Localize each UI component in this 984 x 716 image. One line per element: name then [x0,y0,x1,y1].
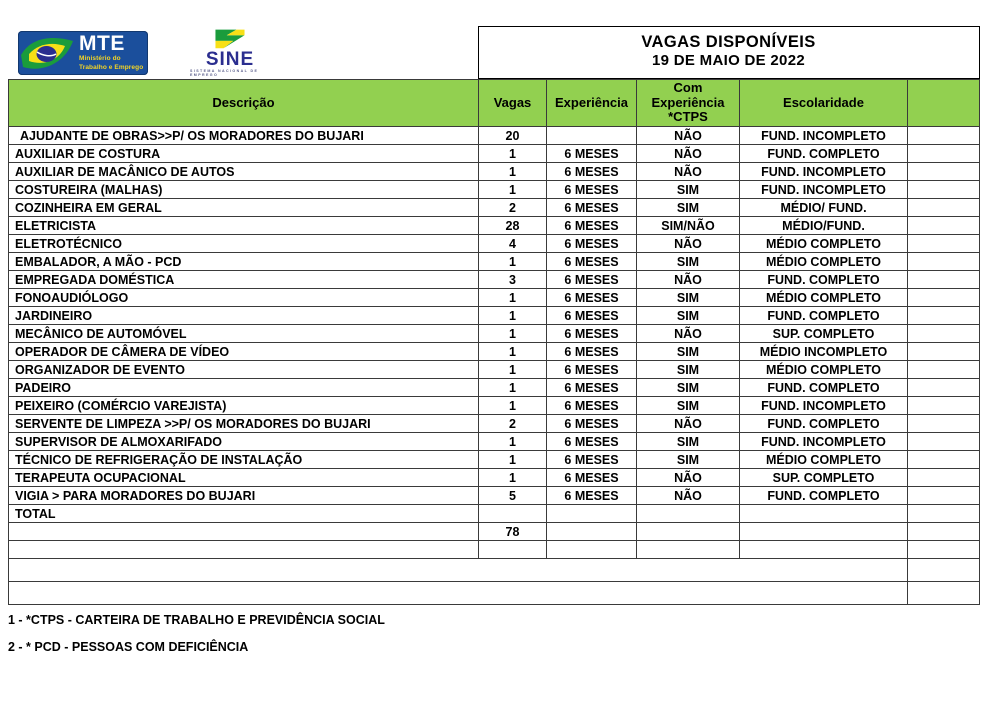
cell-descricao[interactable]: SUPERVISOR DE ALMOXARIFADO [9,433,479,451]
cell-escolaridade[interactable]: MÉDIO COMPLETO [740,451,908,469]
table-row [9,307,980,325]
table-row [9,523,980,541]
sine-tagline: SISTEMA NACIONAL DE EMPREGO [190,69,259,77]
cell-escolaridade[interactable]: MÉDIO COMPLETO [740,361,908,379]
cell-com-experiencia-ctps[interactable]: SIM [637,343,740,361]
cell-escolaridade[interactable]: MÉDIO COMPLETO [740,253,908,271]
cell-descricao[interactable]: EMBALADOR, A MÃO - PCD [9,253,479,271]
cell-escolaridade[interactable]: FUND. INCOMPLETO [740,127,908,145]
sine-wordmark: SINE [205,49,255,71]
cell-vagas[interactable]: 1 [479,379,547,397]
ctps-line-3: *CTPS [668,109,708,125]
cell-descricao[interactable]: PEIXEIRO (COMÉRCIO VAREJISTA) [9,397,479,415]
cell-experiencia[interactable] [547,523,637,541]
column-header-com-experiencia-ctps[interactable] [637,80,740,127]
cell-com-experiencia-ctps[interactable]: NÃO [637,487,740,505]
cell-extra[interactable] [908,343,980,361]
table-row [9,505,980,523]
ctps-line-2: Experiência [651,94,725,110]
page-title: VAGAS DISPONÍVEIS [641,32,816,51]
cell-extra[interactable] [908,397,980,415]
cell-experiencia[interactable]: 6 MESES [547,235,637,253]
cell-descricao-merged[interactable] [9,559,908,582]
cell-extra[interactable] [908,523,980,541]
cell-com-experiencia-ctps[interactable]: SIM/NÃO [637,217,740,235]
cell-vagas[interactable]: 1 [479,253,547,271]
cell-extra[interactable] [908,325,980,343]
cell-descricao[interactable]: ORGANIZADOR DE EVENTO [9,361,479,379]
cell-com-experiencia-ctps[interactable]: SIM [637,181,740,199]
cell-extra[interactable] [908,559,980,582]
cell-com-experiencia-ctps[interactable] [637,541,740,559]
cell-com-experiencia-ctps[interactable]: NÃO [637,145,740,163]
cell-extra[interactable] [908,235,980,253]
cell-experiencia[interactable]: 6 MESES [547,163,637,181]
cell-extra[interactable] [908,379,980,397]
cell-experiencia[interactable]: 6 MESES [547,433,637,451]
cell-escolaridade[interactable]: FUND. INCOMPLETO [740,433,908,451]
cell-vagas[interactable]: 28 [479,217,547,235]
cell-descricao[interactable]: AUXILIAR DE COSTURA [9,145,479,163]
cell-vagas[interactable]: 1 [479,163,547,181]
cell-vagas[interactable]: 1 [479,469,547,487]
cell-extra[interactable] [908,505,980,523]
table-row [9,379,980,397]
cell-com-experiencia-ctps[interactable] [637,505,740,523]
cell-extra[interactable] [908,487,980,505]
cell-descricao[interactable]: ELETRICISTA [9,217,479,235]
cell-escolaridade[interactable]: FUND. INCOMPLETO [740,397,908,415]
cell-extra[interactable] [908,253,980,271]
cell-com-experiencia-ctps[interactable]: SIM [637,199,740,217]
mte-line1: Ministério do [79,54,121,62]
table-row [9,451,980,469]
table-body [9,127,980,605]
cell-descricao[interactable]: TOTAL [9,505,479,523]
column-header-blank[interactable] [908,80,980,127]
table-row-tail [9,582,980,605]
cell-experiencia[interactable] [547,505,637,523]
cell-escolaridade[interactable]: FUND. COMPLETO [740,145,908,163]
cell-escolaridade[interactable]: FUND. INCOMPLETO [740,163,908,181]
cell-escolaridade[interactable]: MÉDIO COMPLETO [740,289,908,307]
cell-vagas[interactable]: 1 [479,307,547,325]
cell-descricao[interactable]: FONOAUDIÓLOGO [9,289,479,307]
cell-escolaridade[interactable]: MÉDIO/ FUND. [740,199,908,217]
cell-descricao[interactable]: JARDINEIRO [9,307,479,325]
cell-extra[interactable] [908,289,980,307]
cell-experiencia[interactable]: 6 MESES [547,289,637,307]
sine-mark-icon [208,28,252,50]
table-row [9,433,980,451]
cell-descricao[interactable]: EMPREGADA DOMÉSTICA [9,271,479,289]
cell-experiencia[interactable]: 6 MESES [547,361,637,379]
mte-line2: Trabalho e Emprego [79,64,144,71]
cell-vagas[interactable]: 1 [479,181,547,199]
cell-extra[interactable] [908,217,980,235]
cell-escolaridade[interactable]: MÉDIO COMPLETO [740,235,908,253]
cell-vagas[interactable]: 1 [479,325,547,343]
cell-com-experiencia-ctps[interactable] [637,523,740,541]
cell-vagas[interactable]: 20 [479,127,547,145]
table-header-row [9,80,980,127]
table-row [9,541,980,559]
table-row [9,487,980,505]
table-row [9,343,980,361]
cell-escolaridade[interactable]: FUND. INCOMPLETO [740,181,908,199]
cell-descricao[interactable]: TERAPEUTA OCUPACIONAL [9,469,479,487]
cell-descricao[interactable] [9,541,479,559]
cell-descricao[interactable]: COZINHEIRA EM GERAL [9,199,479,217]
table-row [9,361,980,379]
table-row [9,145,980,163]
cell-vagas[interactable]: 1 [479,433,547,451]
cell-experiencia[interactable] [547,127,637,145]
cell-experiencia[interactable]: 6 MESES [547,325,637,343]
cell-experiencia[interactable]: 6 MESES [547,379,637,397]
header-band [8,26,980,79]
logo-area [8,27,478,79]
cell-com-experiencia-ctps[interactable]: NÃO [637,235,740,253]
cell-experiencia[interactable]: 6 MESES [547,217,637,235]
mte-logo [18,31,148,75]
cell-experiencia[interactable]: 6 MESES [547,271,637,289]
cell-extra[interactable] [908,541,980,559]
cell-com-experiencia-ctps[interactable]: SIM [637,379,740,397]
cell-vagas[interactable]: 1 [479,451,547,469]
cell-vagas[interactable]: 1 [479,145,547,163]
cell-escolaridade[interactable]: FUND. COMPLETO [740,415,908,433]
cell-com-experiencia-ctps[interactable]: NÃO [637,469,740,487]
table-row [9,397,980,415]
cell-com-experiencia-ctps[interactable]: NÃO [637,127,740,145]
table-row [9,325,980,343]
cell-experiencia[interactable]: 6 MESES [547,307,637,325]
cell-vagas[interactable] [479,505,547,523]
cell-com-experiencia-ctps[interactable]: NÃO [637,163,740,181]
cell-vagas[interactable] [479,541,547,559]
cell-descricao[interactable]: TÉCNICO DE REFRIGERAÇÃO DE INSTALAÇÃO [9,451,479,469]
cell-com-experiencia-ctps[interactable]: NÃO [637,271,740,289]
footnote-pcd: 2 - * PCD - PESSOAS COM DEFICIÊNCIA [8,639,249,654]
cell-escolaridade[interactable]: FUND. COMPLETO [740,307,908,325]
cell-extra[interactable] [908,361,980,379]
cell-experiencia[interactable]: 6 MESES [547,451,637,469]
page-title-date: 19 DE MAIO DE 2022 [652,52,805,70]
cell-experiencia[interactable]: 6 MESES [547,343,637,361]
cell-vagas[interactable]: 1 [479,289,547,307]
mte-acronym: MTE [79,31,125,55]
cell-vagas[interactable]: 3 [479,271,547,289]
cell-descricao[interactable]: COSTUREIRA (MALHAS) [9,181,479,199]
sine-logo [190,28,270,78]
cell-experiencia[interactable]: 6 MESES [547,415,637,433]
cell-escolaridade[interactable]: FUND. COMPLETO [740,487,908,505]
cell-vagas[interactable]: 78 [479,523,547,541]
cell-experiencia[interactable]: 6 MESES [547,199,637,217]
cell-descricao[interactable]: MECÂNICO DE AUTOMÓVEL [9,325,479,343]
cell-extra[interactable] [908,199,980,217]
cell-escolaridade[interactable]: SUP. COMPLETO [740,325,908,343]
cell-extra[interactable] [908,582,980,605]
cell-extra[interactable] [908,415,980,433]
table-row [9,217,980,235]
ctps-line-1: Com [673,80,703,96]
cell-descricao[interactable]: SERVENTE DE LIMPEZA >>P/ OS MORADORES DO BUJARI [9,415,479,433]
table-row [9,127,980,145]
table-row [9,469,980,487]
report-title-cell [478,27,979,79]
cell-escolaridade[interactable] [740,505,908,523]
cell-escolaridade[interactable] [740,523,908,541]
cell-descricao[interactable]: ELETROTÉCNICO [9,235,479,253]
cell-extra[interactable] [908,307,980,325]
table-row [9,289,980,307]
cell-com-experiencia-ctps[interactable]: SIM [637,451,740,469]
table-row [9,271,980,289]
column-header-descricao[interactable]: Descrição [9,80,479,127]
mte-wordmark [79,33,143,72]
cell-com-experiencia-ctps[interactable]: NÃO [637,325,740,343]
table-row [9,181,980,199]
cell-experiencia[interactable]: 6 MESES [547,145,637,163]
footnotes [8,614,984,655]
cell-vagas[interactable]: 1 [479,361,547,379]
cell-extra[interactable] [908,145,980,163]
vacancies-sheet [0,26,984,716]
cell-escolaridade[interactable]: MÉDIO/FUND. [740,217,908,235]
table-row [9,163,980,181]
column-header-escolaridade[interactable]: Escolaridade [740,80,908,127]
table-row [9,253,980,271]
cell-com-experiencia-ctps[interactable]: SIM [637,397,740,415]
cell-escolaridade[interactable]: FUND. COMPLETO [740,271,908,289]
cell-descricao[interactable]: OPERADOR DE CÂMERA DE VÍDEO [9,343,479,361]
cell-extra[interactable] [908,163,980,181]
cell-experiencia[interactable] [547,541,637,559]
brazil-flag-icon [19,33,77,73]
cell-descricao[interactable]: AUXILIAR DE MACÂNICO DE AUTOS [9,163,479,181]
cell-descricao[interactable]: VIGIA > PARA MORADORES DO BUJARI [9,487,479,505]
cell-com-experiencia-ctps[interactable]: SIM [637,361,740,379]
cell-descricao[interactable] [9,523,479,541]
cell-vagas[interactable]: 4 [479,235,547,253]
cell-vagas[interactable]: 2 [479,415,547,433]
cell-extra[interactable] [908,271,980,289]
cell-experiencia[interactable]: 6 MESES [547,487,637,505]
cell-extra[interactable] [908,469,980,487]
cell-experiencia[interactable]: 6 MESES [547,181,637,199]
cell-escolaridade[interactable] [740,541,908,559]
cell-vagas[interactable]: 1 [479,343,547,361]
cell-experiencia[interactable]: 6 MESES [547,253,637,271]
cell-vagas[interactable]: 5 [479,487,547,505]
cell-descricao-merged[interactable] [9,582,908,605]
table-row [9,199,980,217]
cell-extra[interactable] [908,181,980,199]
cell-extra[interactable] [908,433,980,451]
cell-escolaridade[interactable]: SUP. COMPLETO [740,469,908,487]
column-header-experiencia[interactable]: Experiência [547,80,637,127]
footnote-ctps: 1 - *CTPS - CARTEIRA DE TRABALHO E PREVIDÊNCIA SOCIAL [8,613,385,627]
cell-com-experiencia-ctps[interactable]: NÃO [637,415,740,433]
cell-escolaridade[interactable]: MÉDIO INCOMPLETO [740,343,908,361]
column-header-vagas[interactable]: Vagas [479,80,547,127]
cell-descricao[interactable]: AJUDANTE DE OBRAS>>P/ OS MORADORES DO BUJARI [9,127,479,145]
cell-com-experiencia-ctps[interactable]: SIM [637,289,740,307]
table-row [9,235,980,253]
table-row-tail [9,559,980,582]
cell-experiencia[interactable]: 6 MESES [547,397,637,415]
cell-com-experiencia-ctps[interactable]: SIM [637,253,740,271]
vacancies-table [8,79,980,605]
cell-escolaridade[interactable]: FUND. COMPLETO [740,379,908,397]
cell-vagas[interactable]: 1 [479,397,547,415]
cell-extra[interactable] [908,451,980,469]
cell-extra[interactable] [908,127,980,145]
cell-com-experiencia-ctps[interactable]: SIM [637,433,740,451]
cell-com-experiencia-ctps[interactable]: SIM [637,307,740,325]
cell-descricao[interactable]: PADEIRO [9,379,479,397]
cell-vagas[interactable]: 2 [479,199,547,217]
cell-experiencia[interactable]: 6 MESES [547,469,637,487]
table-row [9,415,980,433]
